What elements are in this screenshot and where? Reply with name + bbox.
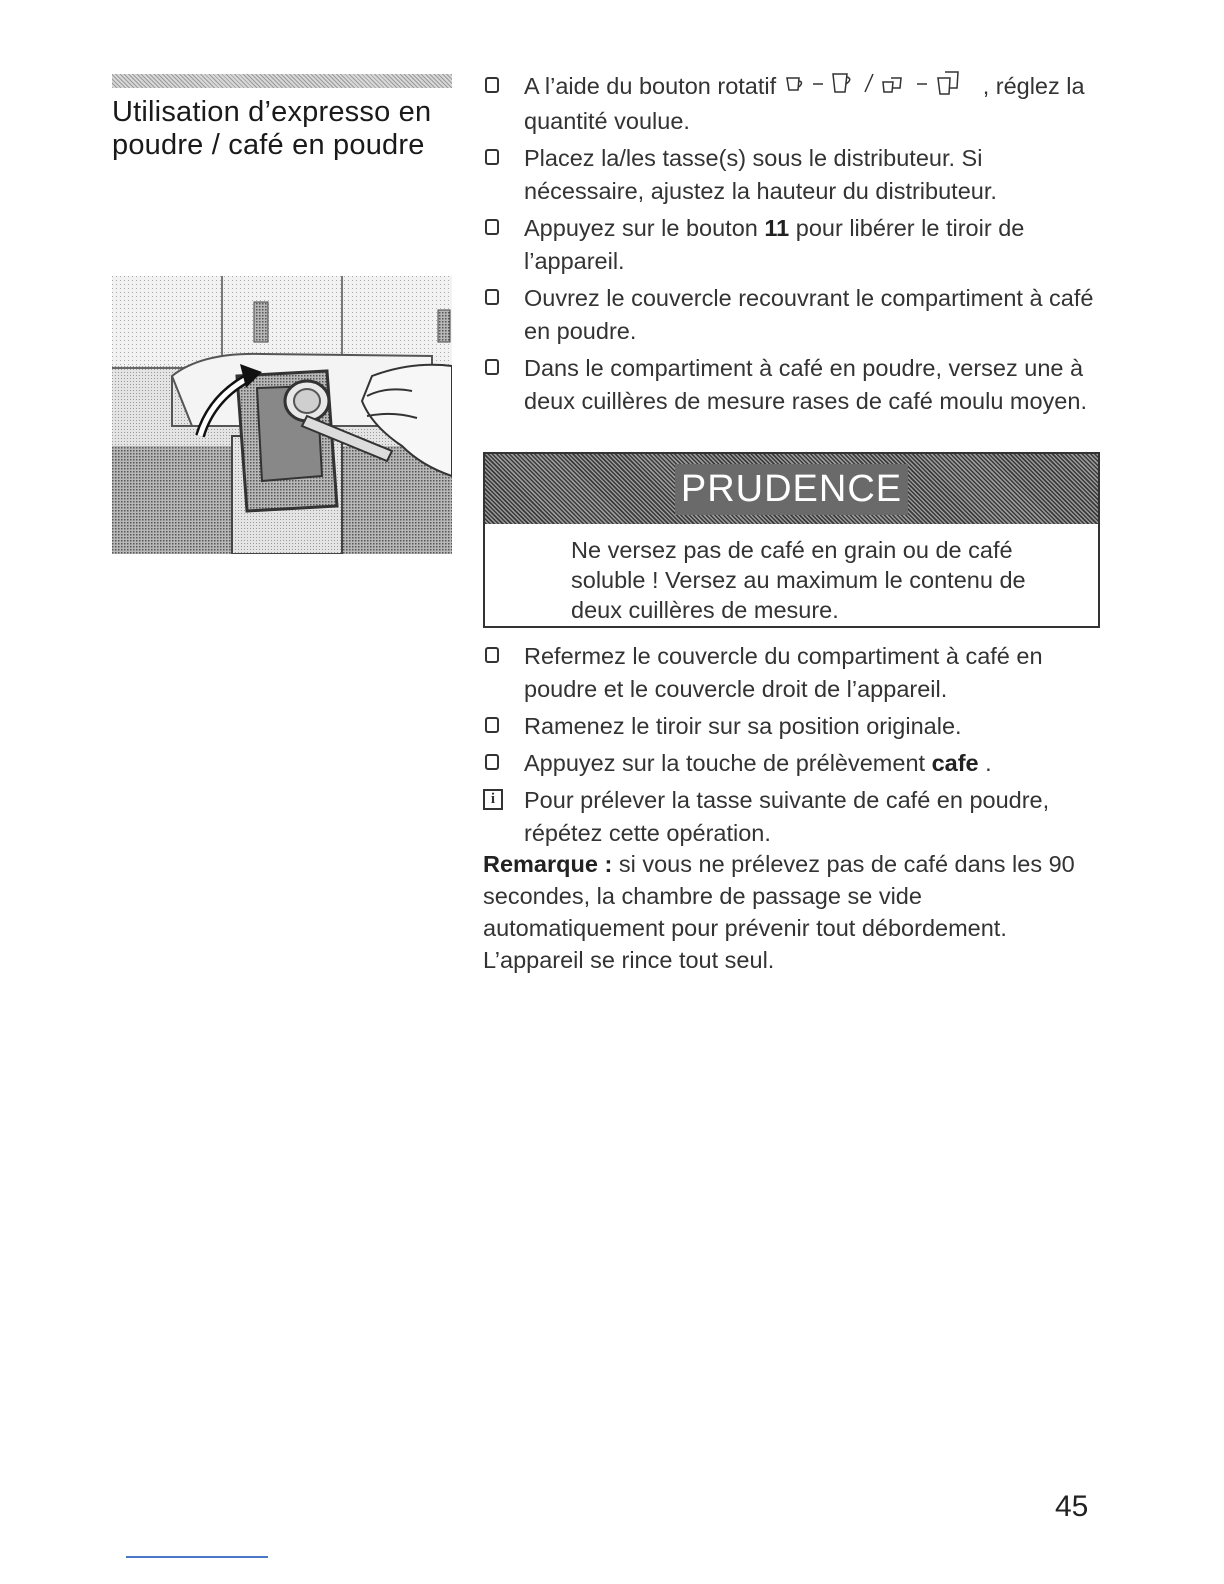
remark-label: Remarque : bbox=[483, 851, 613, 877]
section-title: Utilisation d’expresso en poudre / café en poudre bbox=[112, 96, 432, 161]
instruction-steps bbox=[483, 70, 1103, 418]
cup-symbols-icon bbox=[783, 70, 983, 105]
coffee-powder-illustration bbox=[112, 276, 452, 554]
info-icon: i bbox=[483, 789, 503, 810]
checkbox-bullet-icon bbox=[485, 289, 499, 305]
footer-divider bbox=[126, 1556, 268, 1558]
caution-text: Ne versez pas de café en grain ou de café soluble ! Versez au maximum le contenu de deux cuillères de mesure. bbox=[571, 537, 1026, 623]
instruction-steps-continued bbox=[483, 640, 1103, 850]
step-item-4: Ouvrez le couvercle recouvrant le compartiment à café en poudre. bbox=[483, 282, 1103, 348]
hand-inserting-coffee-icon bbox=[112, 276, 452, 554]
checkbox-bullet-icon bbox=[485, 219, 499, 235]
caution-box bbox=[483, 452, 1100, 628]
page-number: 45 bbox=[1055, 1490, 1089, 1523]
info-note: i Pour prélever la tasse suivante de café en poudre, répétez cette opération. bbox=[483, 784, 1103, 850]
step-item-7: Ramenez le tiroir sur sa position originale. bbox=[483, 710, 1103, 743]
step-item-5: Dans le compartiment à café en poudre, versez une à deux cuillères de mesure rases de café moulu moyen. bbox=[483, 352, 1103, 418]
step-item-6: Refermez le couvercle du compartiment à café en poudre et le couvercle droit de l’appareil. bbox=[483, 640, 1103, 706]
step-item-8: Appuyez sur la touche de prélèvement cafe . bbox=[483, 747, 1103, 780]
remark-text: si vous ne prélevez pas de café dans les 90 secondes, la chambre de passage se vide automatiquement pour prévenir tout débordement. L’appareil se rince tout seul. bbox=[483, 851, 1075, 973]
checkbox-bullet-icon bbox=[485, 717, 499, 733]
section-header-bar bbox=[112, 74, 452, 88]
step-item-3: Appuyez sur le bouton 11 pour libérer le tiroir de l’appareil. bbox=[483, 212, 1103, 278]
step-item-2: Placez la/les tasse(s) sous le distributeur. Si nécessaire, ajustez la hauteur du distributeur. bbox=[483, 142, 1103, 208]
caution-header bbox=[485, 454, 1098, 524]
checkbox-bullet-icon bbox=[485, 149, 499, 165]
checkbox-bullet-icon bbox=[485, 647, 499, 663]
checkbox-bullet-icon bbox=[485, 359, 499, 375]
checkbox-bullet-icon bbox=[485, 754, 499, 770]
remark-paragraph bbox=[483, 848, 1093, 976]
caution-title: PRUDENCE bbox=[675, 464, 908, 515]
checkbox-bullet-icon bbox=[485, 77, 499, 93]
step-item-1: A l’aide du bouton rotatif , réglez la quantité voulue. bbox=[483, 70, 1103, 138]
